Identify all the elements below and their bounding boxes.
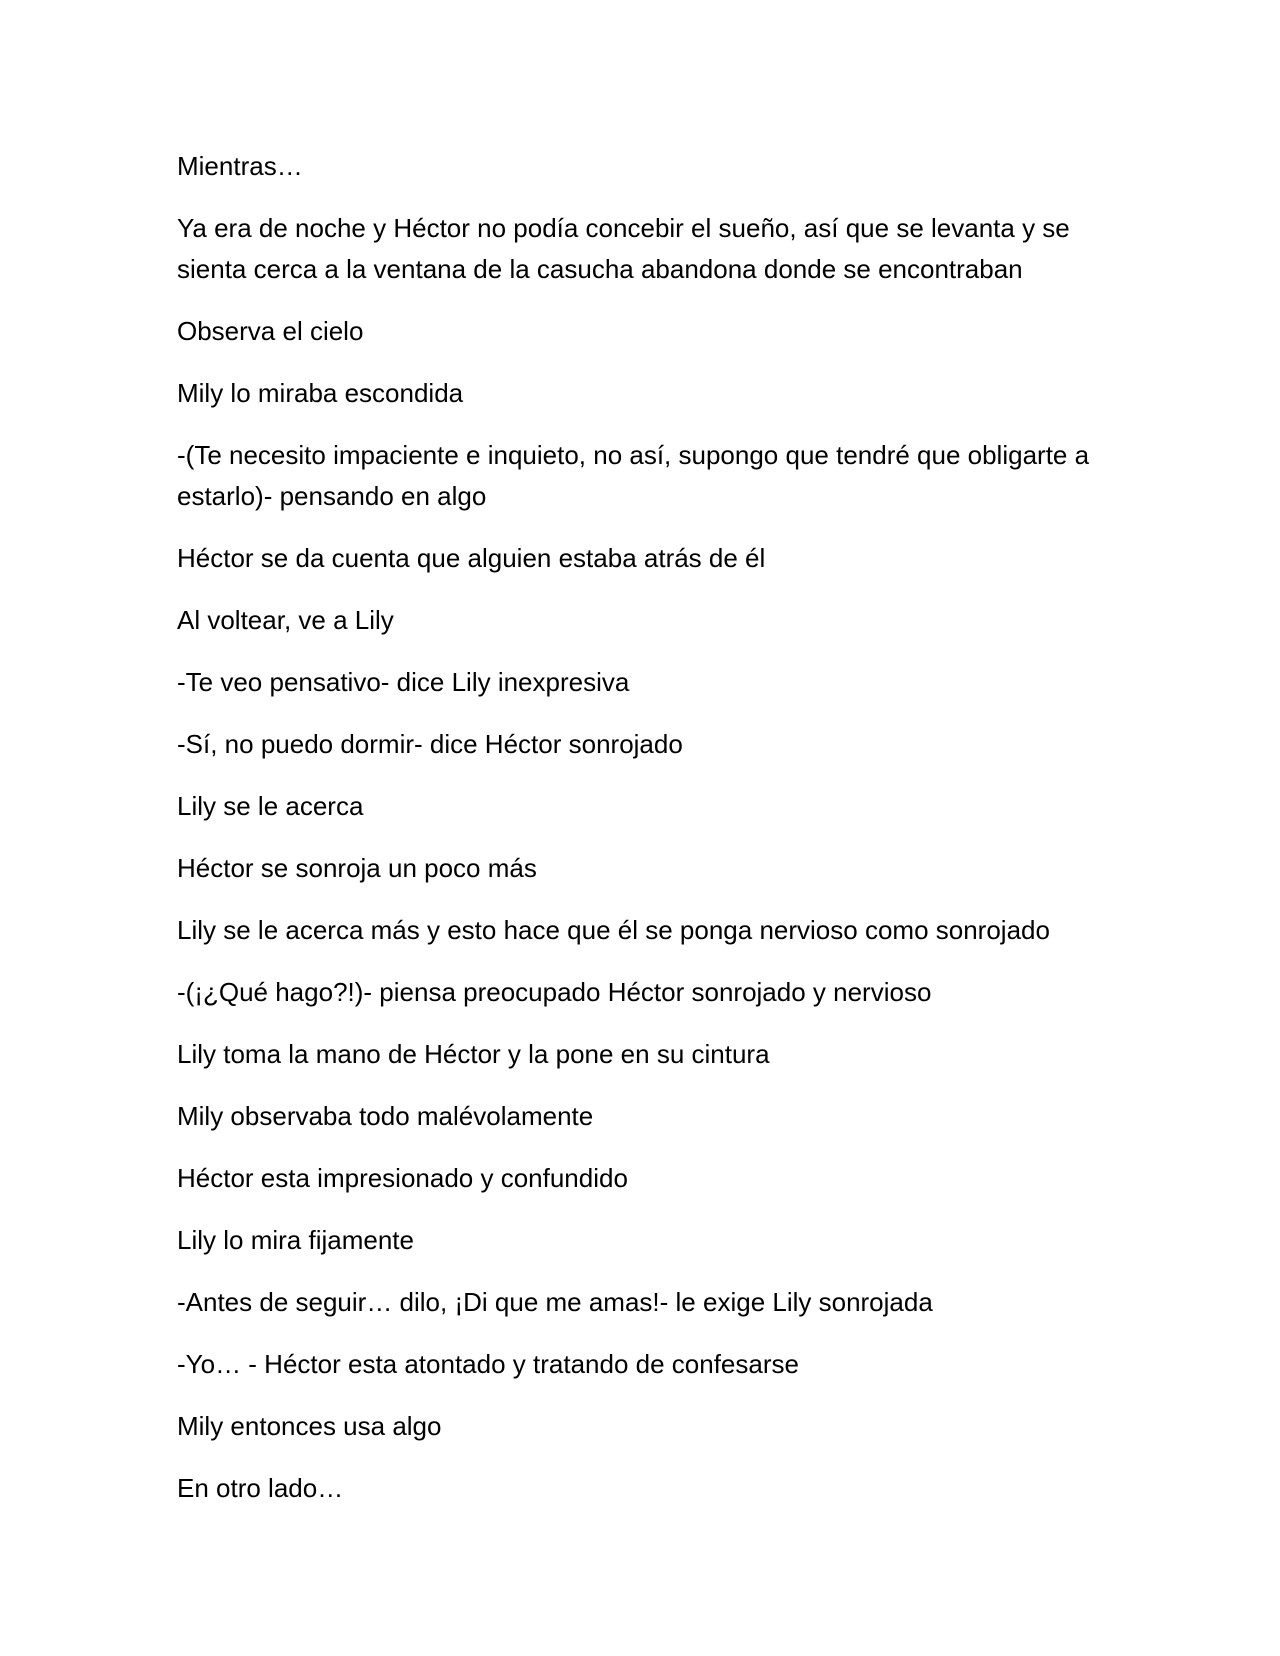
paragraph: Lily se le acerca [177, 791, 364, 821]
paragraph: Lily se le acerca más y esto hace que él se ponga nervioso como sonrojado [177, 915, 1050, 945]
paragraph: Ya era de noche y Héctor no podía concebir el sueño, así que se levanta y se sienta cerca a la ventana de la casucha abandona donde se encontraban [177, 213, 1070, 284]
paragraph: Héctor esta impresionado y confundido [177, 1163, 628, 1193]
paragraph: En otro lado… [177, 1473, 344, 1503]
paragraph: Mily observaba todo malévolamente [177, 1101, 594, 1131]
paragraph: -(Te necesito impaciente e inquieto, no así, supongo que tendré que obligarte a estarlo)- pensando en algo [177, 440, 1090, 511]
paragraph: -Antes de seguir… dilo, ¡Di que me amas!- le exige Lily sonrojada [177, 1287, 933, 1317]
paragraph: Mily lo miraba escondida [177, 378, 464, 408]
paragraph: -Sí, no puedo dormir- dice Héctor sonrojado [177, 729, 683, 759]
paragraph: Héctor se sonroja un poco más [177, 853, 537, 883]
paragraph: -Yo… - Héctor esta atontado y tratando de confesarse [177, 1349, 799, 1379]
paragraph: -(¡¿Qué hago?!)- piensa preocupado Héctor sonrojado y nervioso [177, 977, 932, 1007]
paragraph: Al voltear, ve a Lily [177, 605, 394, 635]
paragraph: Observa el cielo [177, 316, 364, 346]
paragraph: Mientras… [177, 151, 303, 181]
paragraph: Mily entonces usa algo [177, 1411, 442, 1441]
paragraph: -Te veo pensativo- dice Lily inexpresiva [177, 667, 630, 697]
paragraph: Héctor se da cuenta que alguien estaba atrás de él [177, 543, 766, 573]
paragraph: Lily lo mira fijamente [177, 1225, 414, 1255]
paragraph: Lily toma la mano de Héctor y la pone en su cintura [177, 1039, 770, 1069]
document-body [177, 146, 1112, 1530]
